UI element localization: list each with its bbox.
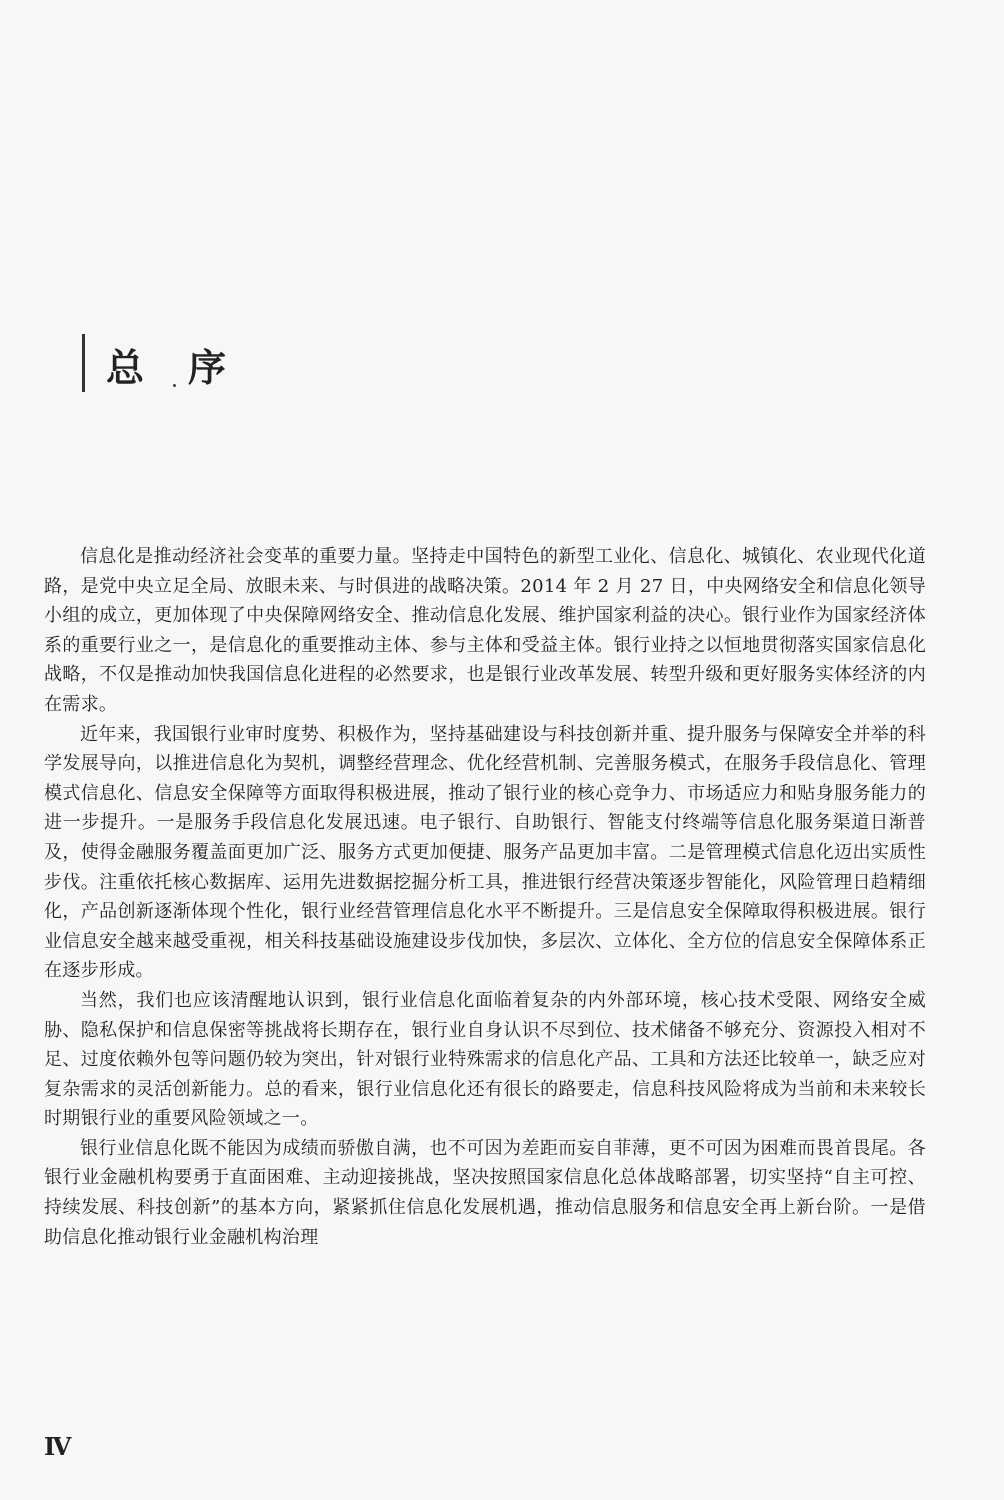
body-text (44, 542, 926, 1252)
title-char-2: 序 (188, 345, 227, 390)
title-char-1: 总 (106, 345, 145, 390)
paragraph-1: 信息化是推动经济社会变革的重要力量。坚持走中国特色的新型工业化、信息化、城镇化、农业现代化道路，是党中央立足全局、放眼未来、与时俱进的战略决策。2014 年 2 月 27 日，中央网络安全和信息化领导小组的成立，更加体现了中央保障网络安全、推动信息化发展、维护国家利益的决心。银行业作为国家经济体系的重要行业之一，是信息化的重要推动主体、参与主体和受益主体。银行业持之以恒地贯彻落实国家信息化战略，不仅是推动加快我国信息化进程的必然要求，也是银行业改革发展、转型升级和更好服务实体经济的内在需求。 (44, 546, 926, 715)
paragraph-3: 当然，我们也应该清醒地认识到，银行业信息化面临着复杂的内外部环境，核心技术受限、网络安全威胁、隐私保护和信息保密等挑战将长期存在，银行业自身认识不尽到位、技术储备不够充分、资源投入相对不足、过度依赖外包等问题仍较为突出，针对银行业特殊需求的信息化产品、工具和方法还比较单一，缺乏应对复杂需求的灵活创新能力。总的看来，银行业信息化还有很长的路要走，信息科技风险将成为当前和未来较长时期银行业的重要风险领域之一。 (44, 989, 926, 1130)
title-bar (82, 334, 85, 392)
title-dot (173, 384, 176, 387)
paragraph-2: 近年来，我国银行业审时度势、积极作为，坚持基础建设与科技创新并重、提升服务与保障安全并举的科学发展导向，以推进信息化为契机，调整经营理念、优化经营机制、完善服务模式，在服务手段信息化、管理模式信息化、信息安全保障等方面取得积极进展，推动了银行业的核心竞争力、市场适应力和贴身服务能力的进一步提升。一是服务手段信息化发展迅速。电子银行、自助银行、智能支付终端等信息化服务渠道日渐普及，使得金融服务覆盖面更加广泛、服务方式更加便捷、服务产品更加丰富。二是管理模式信息化迈出实质性步伐。注重依托核心数据库、运用先进数据挖掘分析工具，推进银行经营决策逐步智能化，风险管理日趋精细化，产品创新逐渐体现个性化，银行业经营管理信息化水平不断提升。三是信息安全保障取得积极进展。银行业信息安全越来越受重视，相关科技基础设施建设步伐加快，多层次、立体化、全方位的信息安全保障体系正在逐步形成。 (44, 723, 926, 982)
page-number: Ⅳ (44, 1432, 72, 1461)
page-title (106, 336, 226, 392)
paragraph-4: 银行业信息化既不能因为成绩而骄傲自满，也不可因为差距而妄自菲薄，更不可因为困难而畏首畏尾。各银行业金融机构要勇于直面困难、主动迎接挑战，坚决按照国家信息化总体战略部署，切实坚持“自主可控、持续发展、科技创新”的基本方向，紧紧抓住信息化发展机遇，推动信息服务和信息安全再上新台阶。一是借助信息化推动银行业金融机构治理 (44, 1137, 926, 1248)
